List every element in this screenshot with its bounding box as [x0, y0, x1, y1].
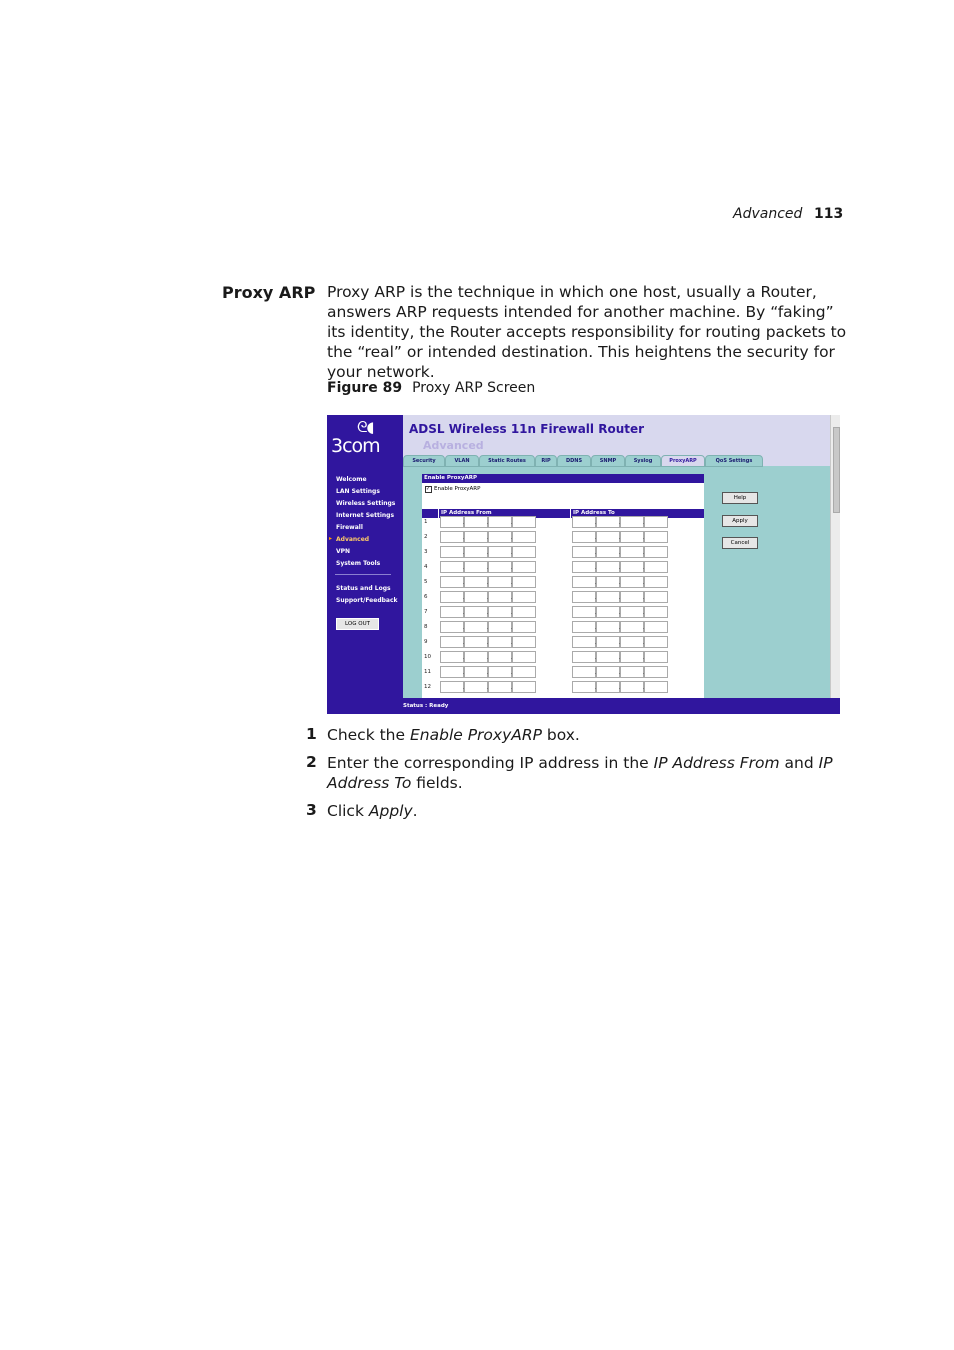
- step-2-pre: Enter the corresponding IP address in the: [327, 754, 654, 772]
- ip-from-octet-input[interactable]: [464, 531, 488, 543]
- row-number: 8: [424, 624, 428, 630]
- ip-to-octet-input[interactable]: [572, 546, 596, 558]
- step-2-text: [327, 753, 852, 793]
- ip-from-octet-input[interactable]: [440, 591, 464, 603]
- ip-to-octet-input[interactable]: [596, 561, 620, 573]
- ip-from-octet-input[interactable]: [512, 516, 536, 528]
- app-title: ADSL Wireless 11n Firewall Router: [409, 422, 645, 436]
- step-1-post: box.: [541, 726, 580, 744]
- ip-to-octet-input[interactable]: [596, 591, 620, 603]
- ip-to-octet-input[interactable]: [572, 606, 596, 618]
- ip-from-octet-input[interactable]: [440, 516, 464, 528]
- ip-from-octet-input[interactable]: [440, 606, 464, 618]
- ip-from-octet-input[interactable]: [488, 531, 512, 543]
- section-title: Proxy ARP: [222, 283, 316, 302]
- ip-from-octet-input[interactable]: [488, 666, 512, 678]
- logo-icon: ᘓ◖: [357, 418, 374, 436]
- scroll-thumb[interactable]: [833, 427, 840, 513]
- col-header-to: IP Address To: [571, 509, 704, 518]
- nav-item-vpn[interactable]: VPN: [336, 548, 351, 555]
- nav-item-wireless-settings[interactable]: Wireless Settings: [336, 500, 396, 507]
- ip-from-octet-input[interactable]: [464, 651, 488, 663]
- tab-vlan[interactable]: VLAN: [445, 455, 479, 467]
- ip-from-octet-input[interactable]: [512, 681, 536, 693]
- ip-to-octet-input[interactable]: [644, 681, 668, 693]
- help-button[interactable]: Help: [722, 492, 758, 504]
- step-2-em: IP Address From: [653, 754, 780, 772]
- ip-to-octet-input[interactable]: [644, 621, 668, 633]
- active-nav-arrow-icon: ▸: [329, 535, 333, 542]
- ip-from-octet-input[interactable]: [464, 621, 488, 633]
- ip-from-octet-input[interactable]: [512, 666, 536, 678]
- ip-to-octet-input[interactable]: [572, 681, 596, 693]
- ip-to-octet-input[interactable]: [620, 561, 644, 573]
- nav-item-firewall[interactable]: Firewall: [336, 524, 363, 531]
- page-number: 113: [814, 206, 844, 222]
- ip-from-octet-input[interactable]: [464, 516, 488, 528]
- ip-from-octet-input[interactable]: [440, 621, 464, 633]
- ip-to-octet-input[interactable]: [644, 666, 668, 678]
- ip-from-octet-input[interactable]: [488, 636, 512, 648]
- ip-to-octet-input[interactable]: [644, 576, 668, 588]
- ip-from-octet-input[interactable]: [440, 546, 464, 558]
- ip-to-octet-input[interactable]: [644, 531, 668, 543]
- cancel-button[interactable]: Cancel: [722, 537, 758, 549]
- ip-to-octet-input[interactable]: [596, 516, 620, 528]
- ip-from-octet-input[interactable]: [488, 681, 512, 693]
- tab-ddns[interactable]: DDNS: [557, 455, 591, 467]
- ip-to-octet-input[interactable]: [620, 651, 644, 663]
- ip-to-octet-input[interactable]: [572, 621, 596, 633]
- step-2-number: 2: [306, 753, 317, 771]
- ip-to-octet-input[interactable]: [596, 621, 620, 633]
- tab-proxyarp[interactable]: ProxyARP: [661, 455, 705, 467]
- proxyarp-panel: [422, 474, 704, 698]
- ip-to-octet-input[interactable]: [596, 666, 620, 678]
- ip-row: [422, 649, 704, 664]
- ip-to-octet-input[interactable]: [620, 666, 644, 678]
- ip-row: [422, 619, 704, 634]
- ip-from-octet-input[interactable]: [488, 516, 512, 528]
- main-content: [403, 466, 830, 698]
- ip-from-octet-input[interactable]: [440, 651, 464, 663]
- step-2-post: fields.: [411, 774, 463, 792]
- ip-to-octet-input[interactable]: [644, 591, 668, 603]
- ip-from-octet-input[interactable]: [464, 591, 488, 603]
- ip-to-octet-input[interactable]: [620, 516, 644, 528]
- step-3-number: 3: [306, 801, 317, 819]
- sidebar: [327, 415, 403, 698]
- ip-to-octet-input[interactable]: [620, 591, 644, 603]
- ip-from-octet-input[interactable]: [488, 606, 512, 618]
- tab-security[interactable]: Security: [403, 455, 445, 467]
- nav-divider: [335, 574, 391, 575]
- app-subtitle: Advanced: [423, 439, 484, 452]
- ip-to-octet-input[interactable]: [644, 561, 668, 573]
- step-2-em2: IP Address To: [327, 754, 833, 792]
- row-number: 6: [424, 594, 428, 600]
- nav-item-advanced[interactable]: Advanced: [336, 536, 370, 543]
- ip-from-octet-input[interactable]: [488, 591, 512, 603]
- step-3-text: [327, 801, 852, 821]
- ip-from-octet-input[interactable]: [488, 621, 512, 633]
- intro-paragraph: Proxy ARP is the technique in which one host, usually a Router, answers ARP requests intended for another machine. By “faking” its identity, the Router accepts responsibility for routing packets to the “real” or intended destination. This heightens the security for your network.: [327, 283, 847, 381]
- ip-to-octet-input[interactable]: [620, 636, 644, 648]
- ip-to-octet-input[interactable]: [620, 606, 644, 618]
- ip-to-octet-input[interactable]: [572, 591, 596, 603]
- ip-row: [422, 514, 704, 529]
- ip-from-octet-input[interactable]: [512, 591, 536, 603]
- tab-static-routes[interactable]: Static Routes: [479, 455, 535, 467]
- step-1-em: Enable ProxyARP: [409, 726, 542, 744]
- ip-row: [422, 604, 704, 619]
- ip-to-octet-input[interactable]: [596, 531, 620, 543]
- ip-from-octet-input[interactable]: [488, 576, 512, 588]
- ip-to-octet-input[interactable]: [644, 516, 668, 528]
- ip-to-octet-input[interactable]: [572, 531, 596, 543]
- ip-to-octet-input[interactable]: [596, 681, 620, 693]
- nav-item-welcome[interactable]: Welcome: [336, 476, 367, 483]
- ip-row: [422, 664, 704, 679]
- row-number: 7: [424, 609, 428, 615]
- row-number: 12: [424, 684, 431, 690]
- col-header-from: IP Address From: [439, 509, 570, 518]
- ip-from-octet-input[interactable]: [464, 546, 488, 558]
- ip-from-octet-input[interactable]: [464, 636, 488, 648]
- ip-from-octet-input[interactable]: [464, 561, 488, 573]
- tab-rip[interactable]: RIP: [535, 455, 557, 467]
- ip-to-octet-input[interactable]: [572, 561, 596, 573]
- ip-to-octet-input[interactable]: [620, 531, 644, 543]
- ip-to-octet-input[interactable]: [644, 606, 668, 618]
- ip-from-octet-input[interactable]: [440, 681, 464, 693]
- ip-to-octet-input[interactable]: [572, 576, 596, 588]
- ip-to-octet-input[interactable]: [644, 636, 668, 648]
- figure-caption: [327, 380, 535, 396]
- enable-proxyarp-checkbox[interactable]: ✓: [426, 486, 431, 492]
- router-screenshot: [327, 415, 840, 714]
- ip-from-octet-input[interactable]: [512, 561, 536, 573]
- ip-from-octet-input[interactable]: [440, 561, 464, 573]
- ip-to-octet-input[interactable]: [596, 546, 620, 558]
- ip-row: [422, 544, 704, 559]
- figure-label: Figure 89: [327, 380, 403, 396]
- running-header-section: Advanced: [733, 206, 803, 222]
- ip-to-octet-input[interactable]: [620, 621, 644, 633]
- ip-from-octet-input[interactable]: [512, 531, 536, 543]
- ip-to-octet-input[interactable]: [620, 576, 644, 588]
- ip-to-octet-input[interactable]: [596, 606, 620, 618]
- logout-button[interactable]: LOG OUT: [336, 618, 379, 630]
- row-number: 4: [424, 564, 428, 570]
- ip-to-octet-input[interactable]: [620, 546, 644, 558]
- ip-from-octet-input[interactable]: [464, 681, 488, 693]
- ip-from-octet-input[interactable]: [440, 636, 464, 648]
- ip-row: [422, 679, 704, 694]
- ip-to-octet-input[interactable]: [572, 516, 596, 528]
- step-3-post: .: [412, 802, 418, 820]
- enable-header: Enable ProxyARP: [422, 474, 704, 483]
- step-3-em: Apply: [368, 802, 413, 820]
- ip-from-octet-input[interactable]: [512, 546, 536, 558]
- row-number: 9: [424, 639, 428, 645]
- step-1-pre: Check the: [327, 726, 410, 744]
- ip-to-octet-input[interactable]: [572, 651, 596, 663]
- nav-item-status-and-logs[interactable]: Status and Logs: [336, 585, 391, 592]
- ip-from-octet-input[interactable]: [512, 651, 536, 663]
- row-number: 10: [424, 654, 431, 660]
- step-1-text: [327, 725, 852, 745]
- nav-item-internet-settings[interactable]: Internet Settings: [336, 512, 395, 519]
- ip-from-octet-input[interactable]: [464, 666, 488, 678]
- ip-to-octet-input[interactable]: [572, 636, 596, 648]
- ip-to-octet-input[interactable]: [596, 576, 620, 588]
- ip-to-octet-input[interactable]: [644, 546, 668, 558]
- ip-to-octet-input[interactable]: [572, 666, 596, 678]
- row-number: 3: [424, 549, 428, 555]
- ip-row: [422, 589, 704, 604]
- ip-from-octet-input[interactable]: [488, 561, 512, 573]
- ip-row: [422, 574, 704, 589]
- ip-from-octet-input[interactable]: [512, 636, 536, 648]
- tab-qos-settings[interactable]: QoS Settings: [705, 455, 763, 467]
- status-text: Status : Ready: [403, 703, 449, 709]
- ip-from-octet-input[interactable]: [440, 576, 464, 588]
- enable-proxyarp-label: Enable ProxyARP: [434, 486, 481, 492]
- apply-button[interactable]: Apply: [722, 515, 758, 527]
- ip-from-octet-input[interactable]: [512, 576, 536, 588]
- row-number: 11: [424, 669, 431, 675]
- ip-from-octet-input[interactable]: [512, 621, 536, 633]
- ip-from-octet-input[interactable]: [440, 666, 464, 678]
- ip-from-octet-input[interactable]: [512, 606, 536, 618]
- ip-to-octet-input[interactable]: [596, 636, 620, 648]
- ip-row: [422, 529, 704, 544]
- figure-title: Proxy ARP Screen: [412, 380, 536, 396]
- ip-to-octet-input[interactable]: [596, 651, 620, 663]
- ip-from-octet-input[interactable]: [464, 606, 488, 618]
- step-1-number: 1: [306, 725, 317, 743]
- scrollbar[interactable]: [830, 415, 840, 698]
- row-number: 5: [424, 579, 428, 585]
- ip-to-octet-input[interactable]: [644, 651, 668, 663]
- ip-from-octet-input[interactable]: [464, 576, 488, 588]
- ip-from-octet-input[interactable]: [440, 531, 464, 543]
- nav-item-lan-settings[interactable]: LAN Settings: [336, 488, 380, 495]
- ip-row: [422, 634, 704, 649]
- step-2-mid: and: [779, 754, 819, 772]
- row-number: 1: [424, 519, 428, 525]
- ip-row: [422, 559, 704, 574]
- tab-syslog[interactable]: Syslog: [625, 455, 661, 467]
- row-number: 2: [424, 534, 428, 540]
- nav-item-system-tools[interactable]: System Tools: [336, 560, 381, 567]
- logo-text: 3com: [331, 435, 380, 457]
- tab-snmp[interactable]: SNMP: [591, 455, 625, 467]
- status-bar: [327, 698, 840, 714]
- ip-from-octet-input[interactable]: [488, 546, 512, 558]
- ip-from-octet-input[interactable]: [488, 651, 512, 663]
- step-3-pre: Click: [327, 802, 369, 820]
- nav-item-support-feedback[interactable]: Support/Feedback: [336, 597, 398, 604]
- ip-to-octet-input[interactable]: [620, 681, 644, 693]
